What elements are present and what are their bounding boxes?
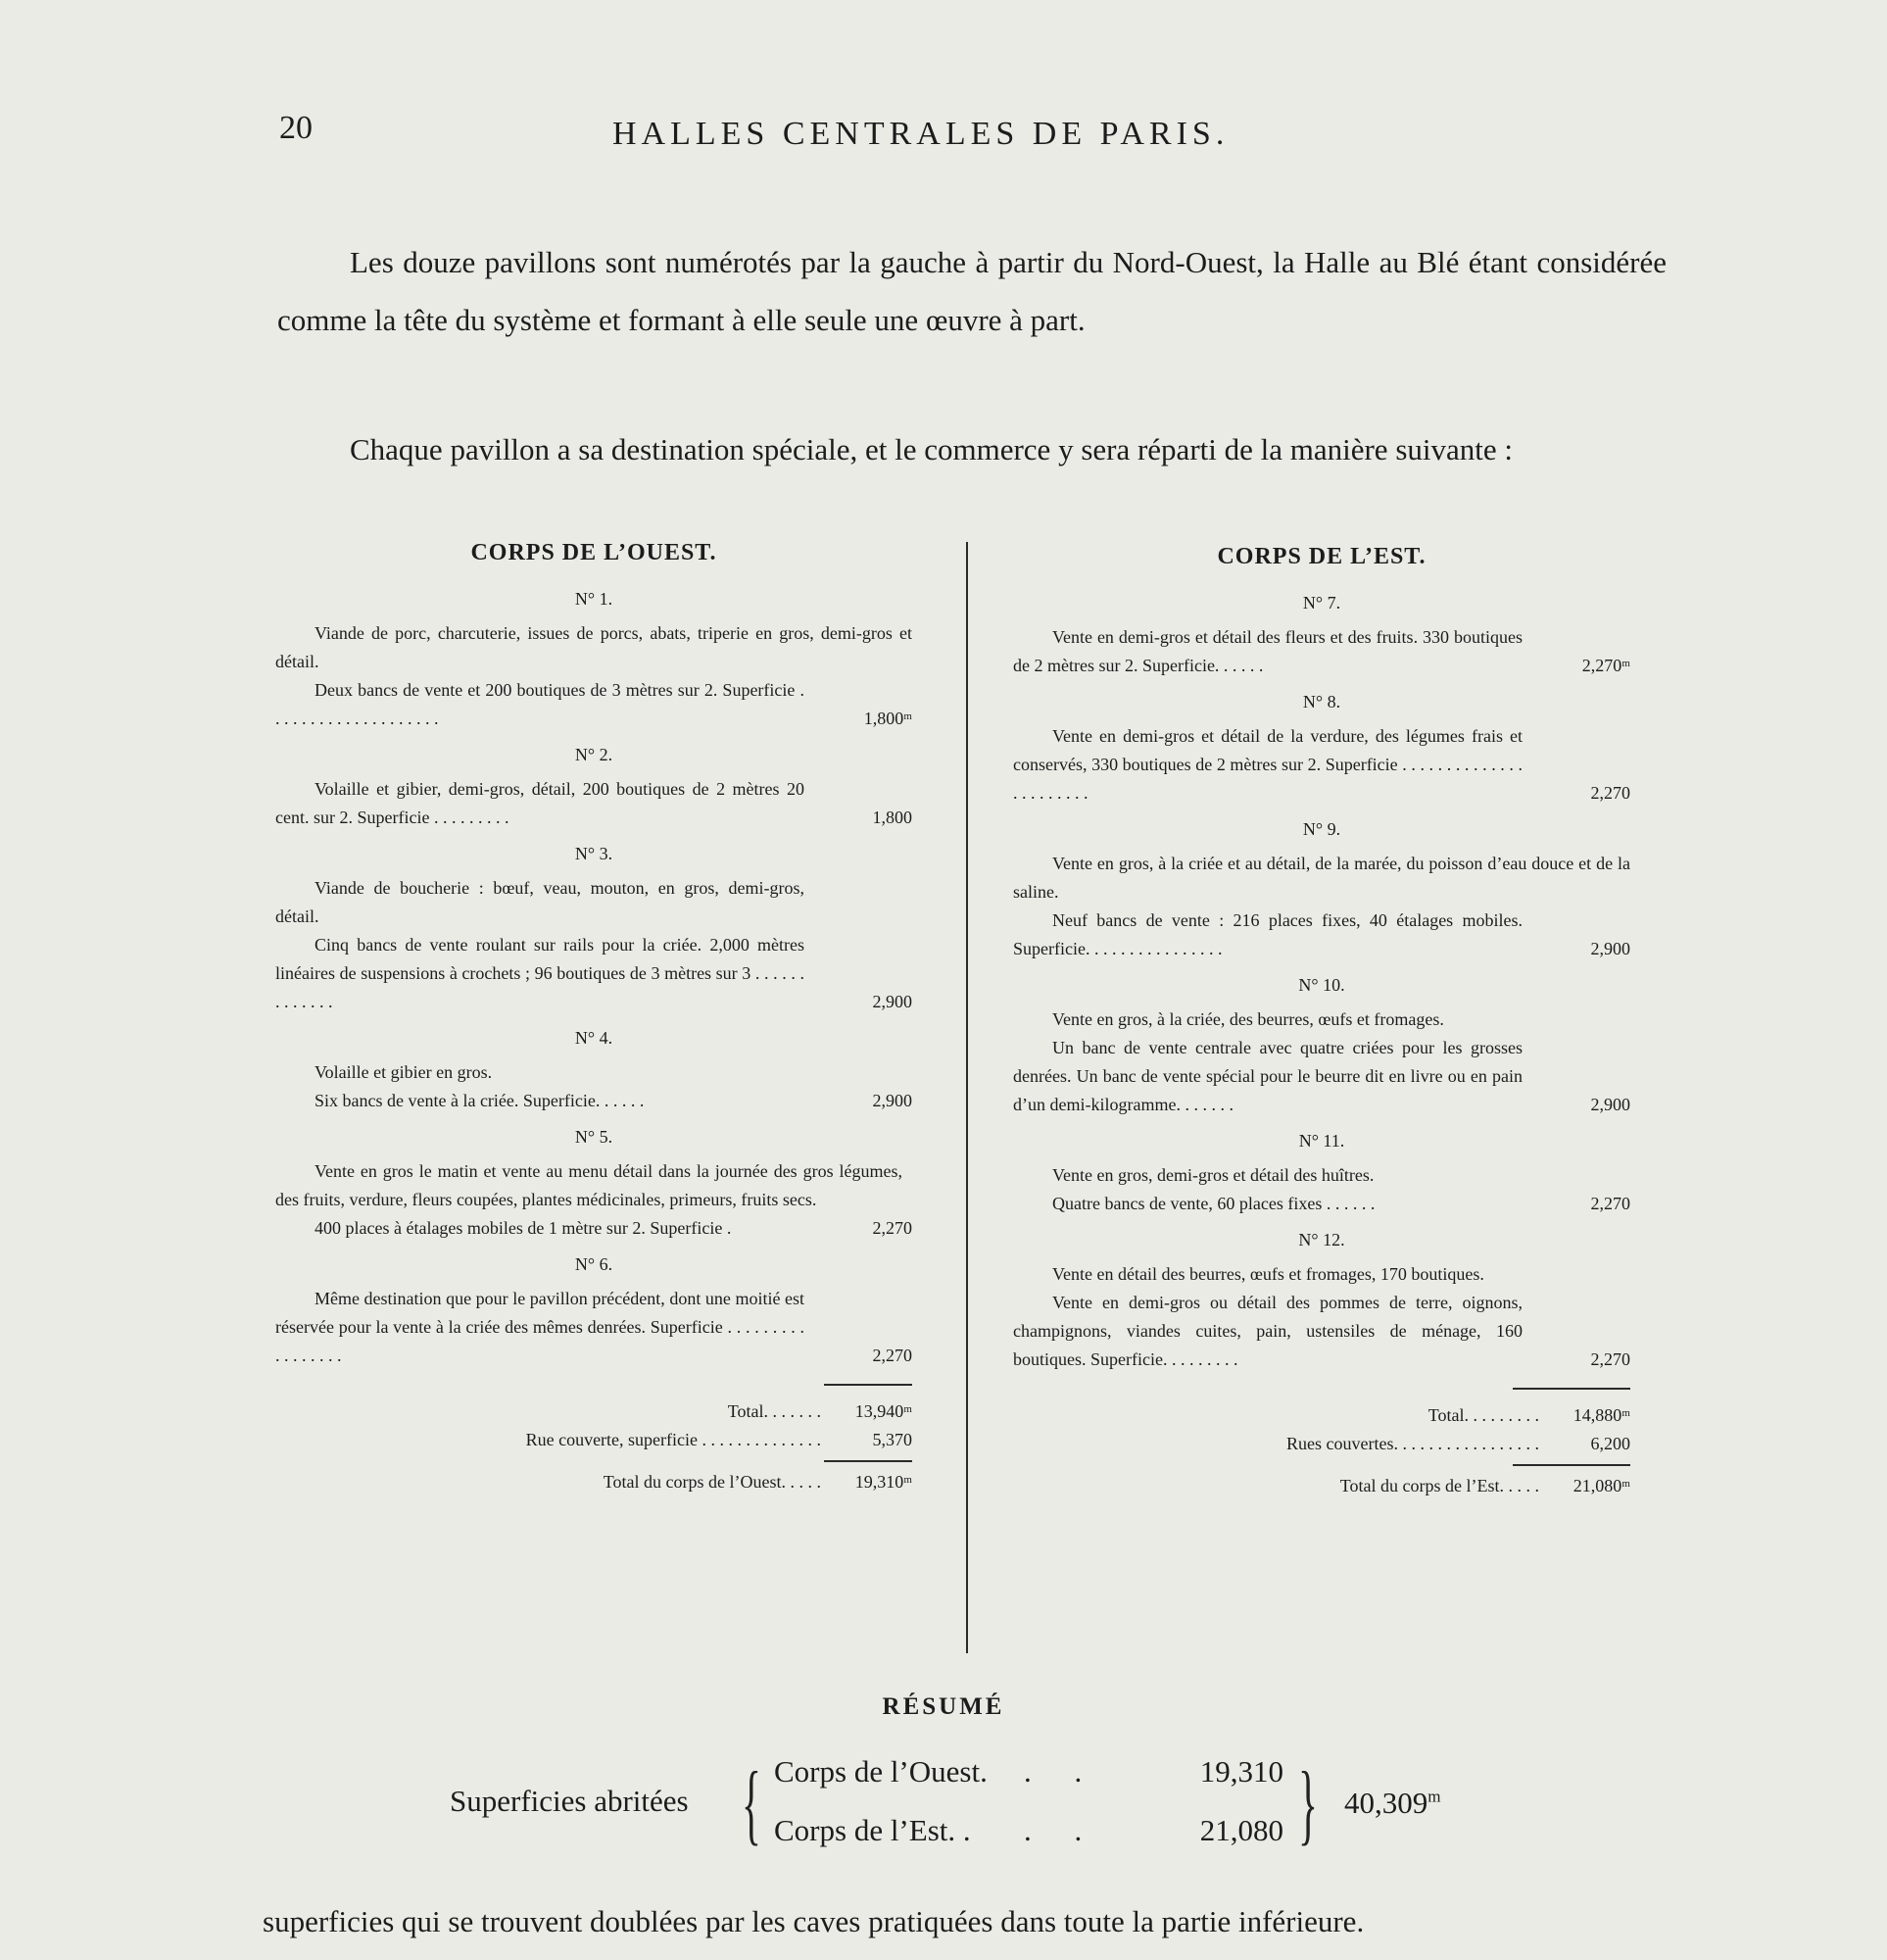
east-corps-total-label: Total du corps de l’Est. . . . . [1339,1476,1539,1495]
east-corps-total-row [1013,1472,1630,1500]
pavilion-description: Vente en demi-gros et détail des fleurs et des fruits. 330 boutiques de 2 mètres sur 2. Superficie. . . . . . [1013,627,1523,675]
pavilion-description: Vente en gros, à la criée, des beurres, œufs et fromages. [1052,1009,1444,1029]
pavilion-entry [275,775,912,832]
east-total-label: Total. . . . . . . . . [1427,1405,1539,1425]
pavilion-area: 2,900 [1590,1095,1630,1114]
west-column-title: CORPS DE L’OUEST. [470,540,717,565]
west-corps-total-label: Total du corps de l’Ouest. . . . . [603,1472,821,1492]
pavilion-description: Vente en demi-gros ou détail des pommes de terre, oignons, champignons, viandes cuites, pain, ustensiles de ménage, 160 boutiques. Superficie. . . . . . . . . [1013,1293,1523,1369]
east-column-title: CORPS DE L’EST. [1217,544,1427,569]
pavilion-area: 1,800 [872,808,912,827]
pavilion-description: Vente en gros le matin et vente au menu détail dans la journée des gros légumes, des fruits, verdure, fleurs coupées, plantes médicinales, primeurs, fruits secs. [275,1161,902,1209]
closing-paragraph: superficies qui se trouvent doublées par les caves pratiquées dans toute la partie inférieure. [263,1904,1365,1938]
east-total-value: 14,880ᵐ [1572,1405,1630,1425]
pavilion-description: 400 places à étalages mobiles de 1 mètre sur 2. Superficie . [314,1218,732,1238]
pavilion-number: N° 1. [574,589,613,609]
resume-ouest-name: Corps de l’Ouest. [774,1754,988,1788]
pavilion-description: Vente en gros, à la criée et au détail, de la marée, du poisson d’eau douce et de la saline. [1013,854,1630,902]
sum-rule [824,1384,912,1386]
pavilion-area: 2,270 [1590,1349,1630,1369]
west-corps-total-row [275,1468,912,1496]
pavilion-description: Vente en détail des beurres, œufs et fromages, 170 boutiques. [1052,1264,1484,1284]
east-corps-total-value: 21,080ᵐ [1572,1476,1630,1495]
pavilion-number: N° 9. [1302,819,1341,839]
pavilion-area: 2,270ᵐ [1581,656,1630,675]
pavilion-description: Même destination que pour le pavillon précédent, dont une moitié est réservée pour la vente à la criée des mêmes denrées. Superficie . . . . . . . . . . . . . . . . . [275,1289,804,1365]
resume-ouest-value: 19,310 [1199,1754,1283,1788]
sum-rule [824,1460,912,1462]
pavilion-description: Vente en demi-gros et détail de la verdure, des légumes frais et conservés, 330 boutiques de 2 mètres sur 2. Superficie . . . . . . . . . . . . . . . . . . . . . . . [1013,726,1523,803]
pavilion-area: 2,900 [872,992,912,1011]
west-street-value: 5,370 [872,1430,912,1449]
pavilion-area: 2,270 [1590,1194,1630,1213]
resume-block [0,1754,1887,1862]
pavilion-entry [1013,906,1630,963]
pavilion-description: Volaille et gibier, demi-gros, détail, 200 boutiques de 2 mètres 20 cent. sur 2. Superficie . . . . . . . . . [275,779,804,827]
pavilion-description: Viande de boucherie : bœuf, veau, mouton, en gros, demi-gros, détail. [275,878,804,926]
resume-est-name: Corps de l’Est. . [774,1813,971,1847]
pavilion-entry [275,931,912,1016]
intro-paragraph-1: Les douze pavillons sont numérotés par la gauche à partir du Nord-Ouest, la Halle au Blé étant considérée comme la tête du système et formant à elle seule une œuvre à part. [277,245,1667,337]
pavilion-area: 2,270 [1590,783,1630,803]
east-streets-value: 6,200 [1590,1434,1630,1453]
pavilion-number: N° 2. [574,745,613,764]
pavilion-entry [275,1087,912,1115]
pavilion-number: N° 4. [574,1028,613,1048]
pavilion-description: Quatre bancs de vente, 60 places fixes . . . . . . [1052,1194,1376,1213]
resume-grand-total-unit: m [1427,1787,1441,1806]
pavilion-number: N° 7. [1302,593,1341,612]
left-brace: { [742,1753,761,1853]
pavilion-area: 2,270 [872,1346,912,1365]
pavilion-number: N° 8. [1302,692,1341,711]
resume-title: RÉSUMÉ [882,1693,1005,1720]
pavilion-entry [1013,1289,1630,1374]
pavilion-number: N° 6. [574,1254,613,1274]
resume-grand-total [1344,1786,1441,1821]
west-column [275,539,912,1496]
pavilion-entry [1013,1190,1630,1218]
pavilion-entry [275,1285,912,1370]
intro-paragraph-2: Chaque pavillon a sa destination spéciale, et le commerce y sera réparti de la manière suivante : [350,432,1513,466]
pavilion-number: N° 11. [1298,1131,1345,1151]
sum-rule [1513,1388,1630,1390]
resume-grand-total-value: 40,309 [1344,1786,1428,1820]
pavilion-area: 2,900 [872,1091,912,1110]
pavilion-area: 2,270 [872,1218,912,1238]
resume-label: Superficies abritées [450,1784,689,1818]
pavilion-entry [1013,722,1630,808]
sum-rule [1513,1464,1630,1466]
right-brace: } [1298,1753,1318,1853]
pavilion-entry [1013,1034,1630,1119]
pavilion-number: N° 3. [574,844,613,863]
pavilion-entry [275,676,912,733]
page-header [279,110,1670,159]
east-streets-label: Rues couvertes. . . . . . . . . . . . . . . . . [1286,1434,1539,1453]
pavilion-area: 1,800ᵐ [863,709,912,728]
column-divider [966,542,968,1653]
pavilion-entry [275,1214,912,1243]
pavilion-number: N° 12. [1298,1230,1345,1250]
pavilion-description: Deux bancs de vente et 200 boutiques de 3 mètres sur 2. Superficie . . . . . . . . . . . . . . . . . . . . [275,680,804,728]
pavilion-area: 2,900 [1590,939,1630,958]
resume-ouest-leader: . . [1024,1754,1100,1788]
running-title: HALLES CENTRALES DE PARIS. [612,116,1230,152]
east-column [1013,539,1630,1500]
resume-est-leader: . . [1024,1813,1100,1847]
pavilion-description: Un banc de vente centrale avec quatre criées pour les grosses denrées. Un banc de vente spécial pour le beurre dit en livre ou en pain d’un demi-kilogramme. . . . . . . [1013,1038,1523,1114]
pavilion-description: Volaille et gibier en gros. [314,1062,493,1082]
west-total-value: 13,940ᵐ [854,1401,912,1421]
west-total-label: Total. . . . . . . [727,1401,821,1421]
resume-est-value: 21,080 [1199,1813,1283,1847]
west-corps-total-value: 19,310ᵐ [854,1472,912,1492]
page-number: 20 [279,110,313,146]
pavilion-description: Six bancs de vente à la criée. Superficie. . . . . . [314,1091,645,1110]
west-street-label: Rue couverte, superficie . . . . . . . . . . . . . . [525,1430,821,1449]
pavilion-number: N° 10. [1298,975,1345,995]
pavilion-entry [1013,623,1630,680]
pavilion-description: Neuf bancs de vente : 216 places fixes, 40 étalages mobiles. Superficie. . . . . . . . . . . . . . . . [1013,910,1523,958]
pavilion-description: Cinq bancs de vente roulant sur rails pour la criée. 2,000 mètres linéaires de suspensions à crochets ; 96 boutiques de 3 mètres sur 3 . . . . . . . . . . . . . [275,935,804,1011]
east-total-row [1013,1401,1630,1430]
west-total-row [275,1397,912,1426]
pavilion-number: N° 5. [574,1127,613,1147]
pavilion-description: Viande de porc, charcuterie, issues de porcs, abats, triperie en gros, demi-gros et détail. [275,623,912,671]
east-streets-row [1013,1430,1630,1458]
west-street-row [275,1426,912,1454]
pavilion-description: Vente en gros, demi-gros et détail des huîtres. [1052,1165,1375,1185]
